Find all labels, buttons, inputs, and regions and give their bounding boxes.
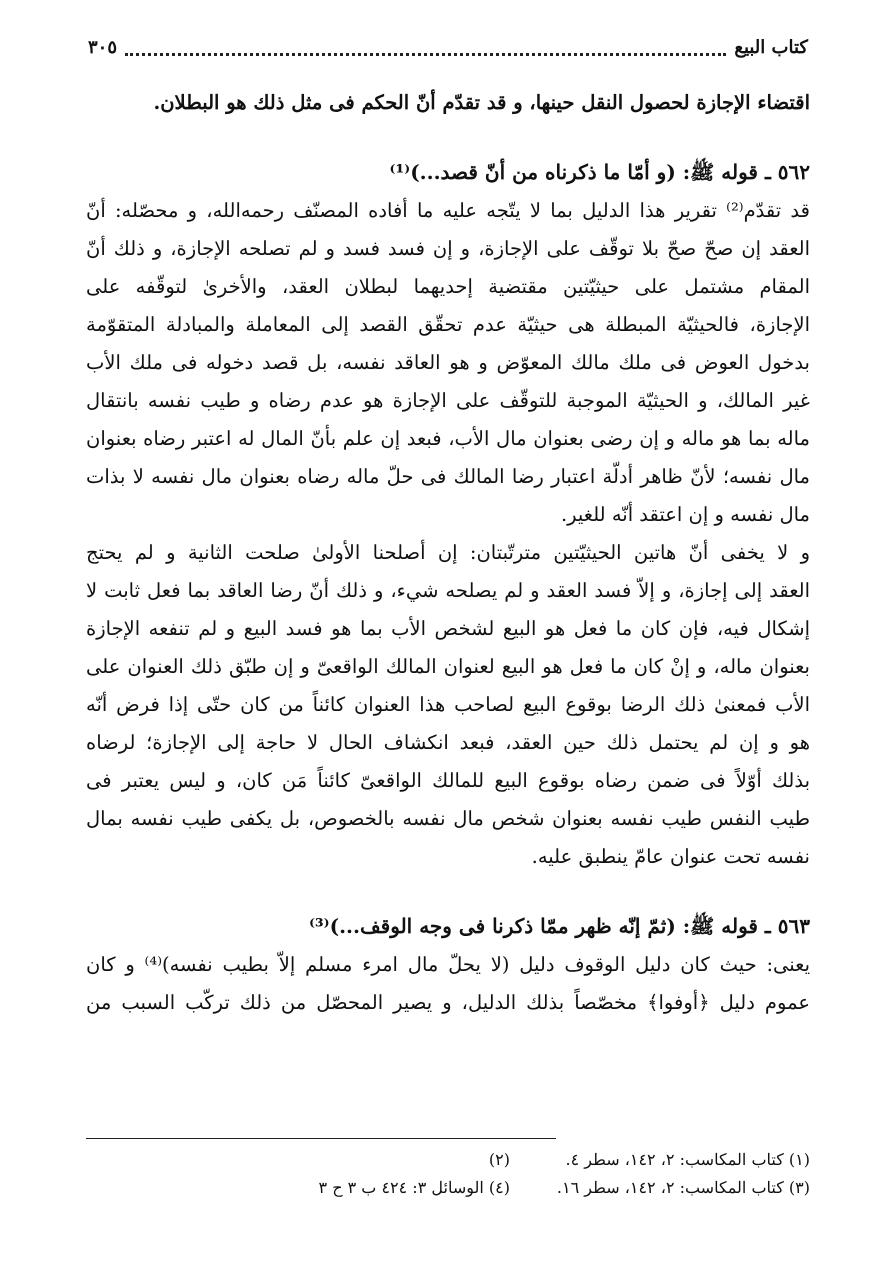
text-line: مال نفسه؛ لأنّ ظاهر أدلّة اعتبار رضا المالك فى حلّ ماله رضاه بعنوان مال نفسه لا بذات <box>86 465 810 488</box>
book-title: كتاب البيع <box>734 36 808 58</box>
text-line: عموم دليل ﴿أوفوا﴾ مخصّصاً بذلك الدليل، و يصير المحصّل من ذلك تركّب السبب من <box>86 991 810 1014</box>
text-line: ماله بما هو ماله و إن رضى بعنوان مال الأب، فبعد إن علم بأنّ المال له اعتبر رضاه بعنوان <box>86 427 810 450</box>
running-header <box>88 32 808 62</box>
text-line: اقتضاء الإجازة لحصول النقل حينها، و قد تقدّم أنّ الحكم فى مثل ذلك هو البطلان. <box>153 91 810 114</box>
header-dot-leader <box>125 39 726 56</box>
text-line: طيب النفس طيب نفسه بعنوان شخص مال نفسه بالخصوص، بل يكفى طيب نفسه بمال <box>86 807 810 830</box>
footnote-3: (٣) كتاب المكاسب: ٢، ١٤٢، سطر ١٦. <box>556 1178 810 1197</box>
page-body <box>86 84 810 1022</box>
section-heading-562: ٥٦٢ ـ قوله ﷺ: (و أمّا ما ذكرناه من أنّ قصد...)⁽¹⁾ <box>389 160 810 184</box>
text-line: هو و إن لم يحتمل ذلك حين العقد، فبعد انكشاف الحال لا حاجة إلى الإجازة؛ لرضاه <box>86 731 810 754</box>
text-line: بدخول العوض فى ملك مالك المعوّض و هو العاقد نفسه، بل قصد دخوله فى ملك الأب <box>86 351 810 374</box>
text-line: مال نفسه و إن اعتقد أنّه للغير. <box>560 503 810 526</box>
section-heading-563: ٥٦٣ ـ قوله ﷺ: (ثمّ إنّه ظهر ممّا ذكرنا فى وجه الوقف...)⁽³⁾ <box>308 914 810 938</box>
text-line: العقد إلى إجازة، و إلاّ فسد العقد و لم يصلحه شيء، و ذلك أنّ رضا العاقد بما فعل ثابت لا <box>86 579 810 602</box>
text-line: نفسه تحت عنوان عامّ ينطبق عليه. <box>531 845 810 868</box>
page-number: ٣٠٥ <box>88 36 118 58</box>
text-line: بعنوان ماله، و إنْ كان ما فعل ه‍و البيع لعنوان المالك الواقعىّ و إن طبّق ذلك العنوان على <box>86 655 810 678</box>
text-line: و لا يخفى أنّ هاتين الحيثيّتين مترتّبتان: إن أصلحنا الأولىٰ صلحت الثانية و لم يحتج <box>86 541 810 564</box>
text-line: الإجازة، فالحيثيّة المبطلة هى حيثيّة عدم تحقّق القصد إلى المعاملة والمبادلة المتقوّمة <box>86 313 810 336</box>
footnote-2: (٢) <box>488 1150 510 1169</box>
footnote-4: (٤) الوسائل ٣: ٤٢٤ ب ٣ ح ٣ <box>318 1178 510 1197</box>
footnotes <box>86 1146 810 1202</box>
text-line: العقد إن صحّ صحّ بلا توقّف على الإجازة، و إن فسد فسد و لم تصلحه الإجازة، و ذلك أنّ <box>86 237 810 260</box>
footnote-1: (١) كتاب المكاسب: ٢، ١٤٢، سطر ٤. <box>565 1150 810 1169</box>
text-line: المقام مشتمل على حيثيّتين مقتضية إحديهما لبطلان العقد، والأخرىٰ لتوقّفه على <box>86 275 810 298</box>
text-line: إشكال فيه، فإن كان ما فعل هو البيع لشخص الأب بما هو فسد البيع و لم تنفعه الإجازة <box>86 617 810 640</box>
footnote-divider <box>86 1138 556 1139</box>
text-line: غير المالك، و الحيثيّة الموجبة للتوقّف على الإجازة هو عدم رضاه و طيب نفسه بانتقال <box>86 389 810 412</box>
text-line: بذلك أوّلاً فى ضمن رضاه بوقوع البيع للمالك الواقعىّ كائناً مَن كان، و ليس يعتبر فى <box>86 769 810 792</box>
text-line: يعنى: حيث كان دليل الوقوف دليل (لا يحلّ مال امرء مسلم إلاّ بطيب نفسه)⁽⁴⁾ و كان <box>86 953 810 976</box>
text-line: قد تقدّم⁽²⁾ تقرير هذا الدليل بما لا يتّجه عليه ما أفاده المصنّف رحمه‌الله، و محصّله: أنّ <box>86 199 810 222</box>
text-line: الأب فمعنىٰ ذلك الرضا بوقوع البيع لصاحب هذا العنوان كائناً من كان حتّى إذا فرض أنّه <box>86 693 810 716</box>
